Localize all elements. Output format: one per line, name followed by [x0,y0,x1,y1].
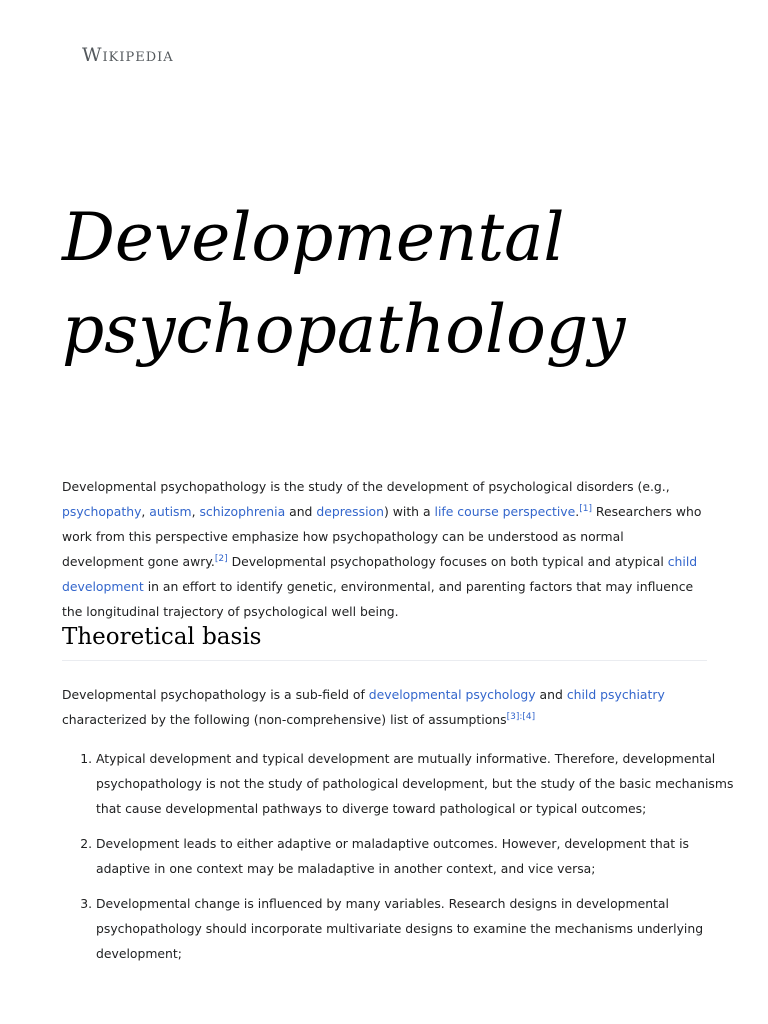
link-schizophrenia[interactable]: schizophrenia [199,504,286,519]
citation-separator: : [519,711,523,722]
citation-2[interactable]: [2] [214,553,228,564]
link-child-psychiatry[interactable]: child psychiatry [566,687,665,702]
link-developmental-psychology[interactable]: developmental psychology [368,687,536,702]
link-child-development[interactable]: child development [62,554,698,594]
list-item: 1. Atypical development and typical development are mutually informative. Therefore, developmental psychopathology is not the study of pathological development, but the study of the basic mechanisms that cause developmental pathways to diverge toward pathological or typical outcomes; [96,746,741,821]
lead-text: . [575,504,580,519]
citation-4[interactable]: [4] [522,711,536,722]
lead-text: , [141,504,150,519]
list-item: 3. Developmental change is influenced by many variables. Research designs in developmental psychopathology should incorporate multivariate designs to examine the mechanisms underlying development; [96,891,741,966]
lead-text: Researchers who work from this perspective emphasize how psychopathology can be understood as normal development gone awry. [62,504,702,569]
section-heading-theoretical-basis: Theoretical basis [62,624,707,661]
link-psychopathy[interactable]: psychopathy [62,504,142,519]
link-depression[interactable]: depression [316,504,384,519]
lead-paragraph [62,474,707,624]
section-text: characterized by the following (non-comprehensive) list of assumptions [62,712,507,727]
section-text: and [535,687,567,702]
article-title: Developmental psychopathology [62,199,626,368]
lead-text: in an effort to identify genetic, environmental, and parenting factors that may influence the longitudinal trajectory of psychological well being. [62,579,694,619]
lead-text: , [191,504,200,519]
section-intro-paragraph [62,682,707,732]
lead-text: and [285,504,317,519]
citation-3[interactable]: [3] [506,711,520,722]
lead-text: Developmental psychopathology is the study of the development of psychological disorders (e.g., [62,479,670,494]
link-autism[interactable]: autism [149,504,192,519]
lead-text: Developmental psychopathology focuses on both typical and atypical [227,554,668,569]
assumptions-list [62,746,741,976]
link-life-course-perspective[interactable]: life course perspective [434,504,576,519]
list-item: 2. Development leads to either adaptive or maladaptive outcomes. However, development that is adaptive in one context may be maladaptive in another context, and vice versa; [96,831,741,881]
wikipedia-wordmark[interactable]: Wikipedia [82,44,174,66]
citation-1[interactable]: [1] [579,503,592,514]
section-text: Developmental psychopathology is a sub-field of [62,687,369,702]
lead-text: ) with a [383,504,435,519]
